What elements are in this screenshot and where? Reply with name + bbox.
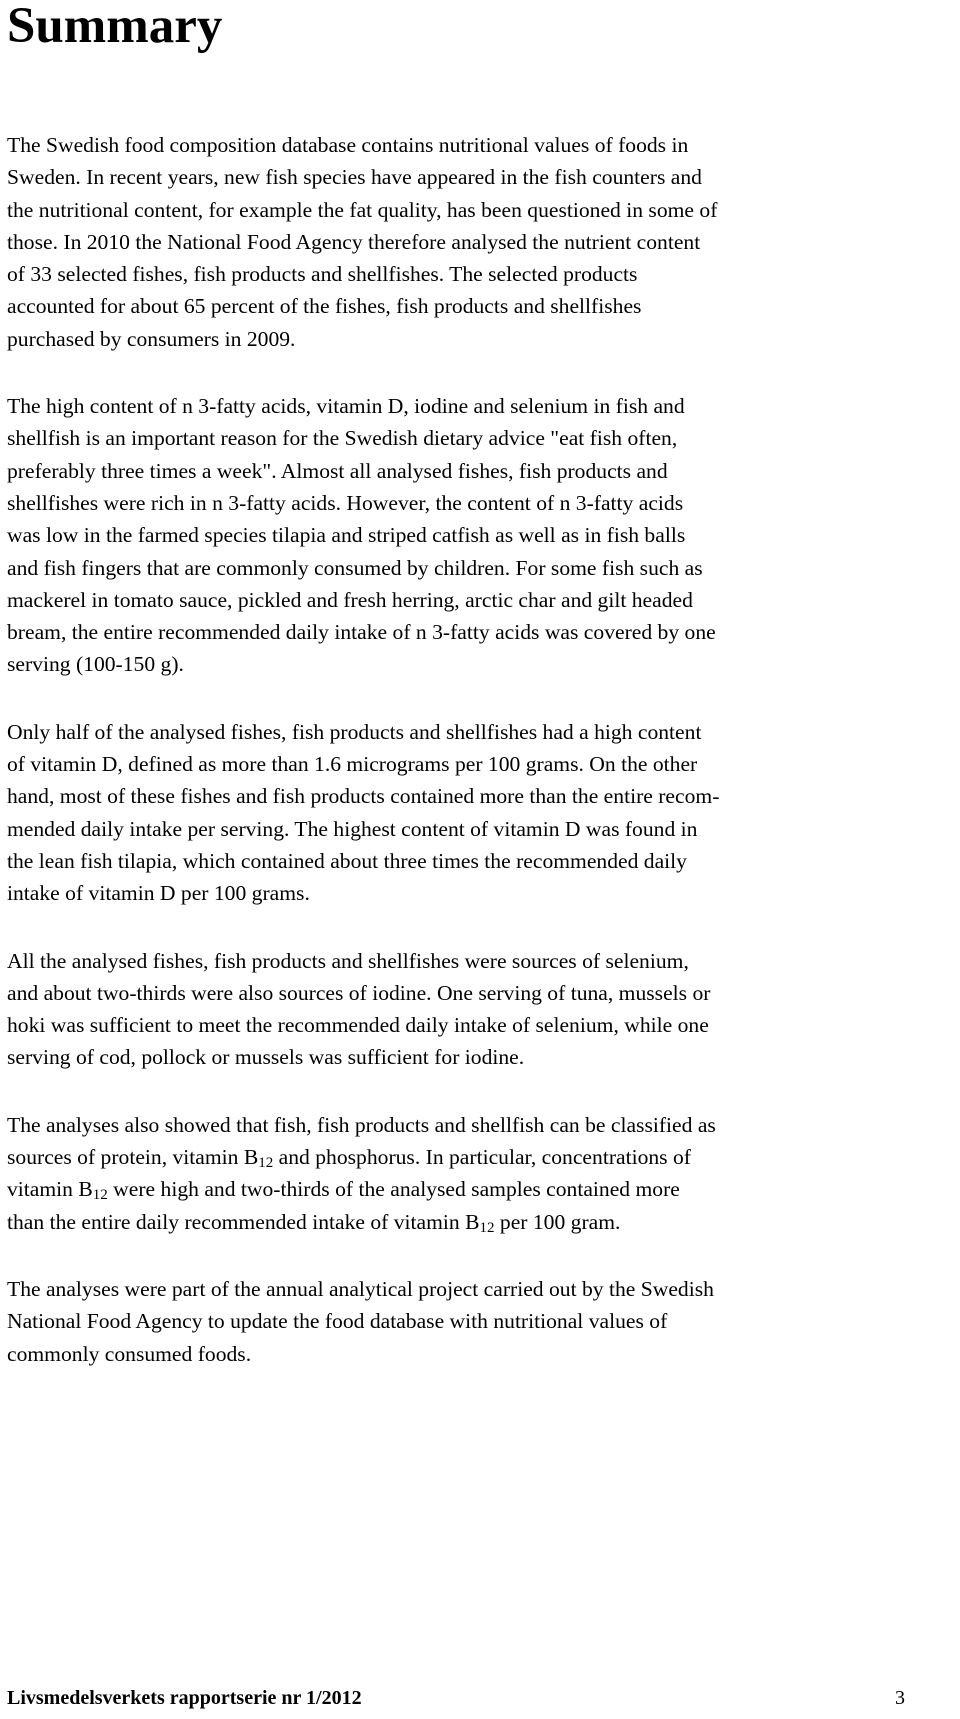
paragraph-project xyxy=(7,1273,951,1370)
text-line: Sweden. In recent years, new fish species have appeared in the fish counters and xyxy=(7,165,702,190)
text-line: of 33 selected fishes, fish products and shellfishes. The selected products xyxy=(7,262,638,287)
page-title: Summary xyxy=(7,0,223,54)
text-line: intake of vitamin D per 100 grams. xyxy=(7,881,310,906)
text-line: The analyses also showed that fish, fish products and shellfish can be classified as xyxy=(7,1112,716,1137)
page-number: 3 xyxy=(895,1687,905,1709)
text-line: National Food Agency to update the food database with nutritional values of xyxy=(7,1309,668,1334)
text-segment: vitamin B xyxy=(7,1177,93,1202)
paragraph-protein-b12 xyxy=(7,1109,951,1238)
document-page xyxy=(7,0,953,1719)
text-line: All the analysed fishes, fish products and shellfishes were sources of selenium, xyxy=(7,948,689,973)
text-line: mackerel in tomato sauce, pickled and fresh herring, arctic char and gilt headed xyxy=(7,587,693,612)
text-line: the nutritional content, for example the fat quality, has been questioned in some of xyxy=(7,197,718,222)
text-line: hand, most of these fishes and fish products contained more than the entire recom- xyxy=(7,784,720,809)
text-line: preferably three times a week". Almost all analysed fishes, fish products and xyxy=(7,458,668,483)
summary-body xyxy=(7,129,951,1405)
text-line: The high content of n 3-fatty acids, vitamin D, iodine and selenium in fish and xyxy=(7,394,685,419)
text-line: Only half of the analysed fishes, fish products and shellfishes had a high content xyxy=(7,719,702,744)
subscript: 12 xyxy=(258,1155,274,1172)
text-segment: per 100 gram. xyxy=(494,1209,621,1234)
text-line: shellfish is an important reason for the Swedish dietary advice "eat fish often, xyxy=(7,426,678,451)
text-line: was low in the farmed species tilapia and striped catfish as well as in fish balls xyxy=(7,523,686,548)
text-segment: were high and two-thirds of the analysed samples contained more xyxy=(107,1177,680,1202)
text-line: bream, the entire recommended daily intake of n 3-fatty acids was covered by one xyxy=(7,620,716,645)
text-line xyxy=(7,1141,951,1173)
text-line: mended daily intake per serving. The highest content of vitamin D was found in xyxy=(7,816,698,841)
text-line: The Swedish food composition database contains nutritional values of foods in xyxy=(7,133,689,157)
text-line: those. In 2010 the National Food Agency therefore analysed the nutrient content xyxy=(7,229,701,254)
text-line: and about two-thirds were also sources of iodine. One serving of tuna, mussels or xyxy=(7,980,711,1005)
report-series: Livsmedelsverkets rapportserie nr 1/2012 xyxy=(7,1687,362,1709)
paragraph-intro xyxy=(7,129,951,355)
text-line: and fish fingers that are commonly consumed by children. For some fish such as xyxy=(7,555,703,580)
text-line: commonly consumed foods. xyxy=(7,1341,252,1366)
text-line: shellfishes were rich in n 3-fatty acids. However, the content of n 3-fatty acids xyxy=(7,490,684,515)
text-line: of vitamin D, defined as more than 1.6 micrograms per 100 grams. On the other xyxy=(7,752,698,777)
text-line: accounted for about 65 percent of the fishes, fish products and shellfishes xyxy=(7,294,642,319)
text-line: serving of cod, pollock or mussels was sufficient for iodine. xyxy=(7,1045,525,1070)
paragraph-fatty-acids xyxy=(7,390,951,681)
text-line xyxy=(7,1206,951,1238)
paragraph-selenium-iodine xyxy=(7,945,951,1074)
text-segment: and phosphorus. In particular, concentrations of xyxy=(273,1145,691,1170)
paragraph-vitamin-d xyxy=(7,716,951,910)
text-line: the lean fish tilapia, which contained about three times the recommended daily xyxy=(7,848,687,873)
text-line: hoki was sufficient to meet the recommended daily intake of selenium, while one xyxy=(7,1013,709,1038)
text-line xyxy=(7,1173,951,1205)
text-line: purchased by consumers in 2009. xyxy=(7,326,296,351)
text-line: serving (100-150 g). xyxy=(7,652,184,677)
subscript: 12 xyxy=(92,1187,108,1204)
text-segment: than the entire daily recommended intake of vitamin B xyxy=(7,1209,480,1234)
page-footer xyxy=(7,1683,953,1713)
text-line: The analyses were part of the annual analytical project carried out by the Swedish xyxy=(7,1276,714,1301)
text-segment: sources of protein, vitamin B xyxy=(7,1145,259,1170)
subscript: 12 xyxy=(479,1219,495,1236)
